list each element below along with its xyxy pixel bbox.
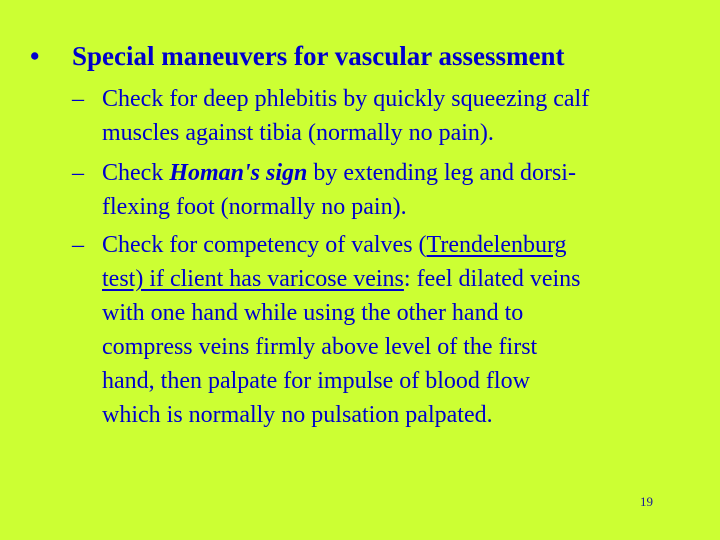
sub-bullet-1 bbox=[72, 82, 692, 150]
sub-bullet-marker: – bbox=[72, 232, 84, 258]
sub-bullet-3 bbox=[72, 228, 692, 432]
sub-bullet-marker: – bbox=[72, 86, 84, 112]
sub-bullet-3-line-4: compress veins firmly above level of the first bbox=[102, 334, 538, 360]
sub-bullet-3-line-2-suffix: : feel dilated veins bbox=[403, 266, 581, 292]
sub-bullet-3-line-2 bbox=[72, 262, 692, 296]
sub-bullet-3-prefix: Check for competency of valves ( bbox=[102, 232, 427, 258]
page-number: 19 bbox=[640, 494, 653, 509]
sub-bullet-marker: – bbox=[72, 160, 84, 186]
bullet-marker: • bbox=[30, 41, 40, 71]
sub-bullet-2-prefix: Check bbox=[102, 160, 170, 186]
sub-bullet-2-suffix: by extending leg and dorsi- bbox=[307, 160, 576, 186]
trendelenburg-link-part-2: test) if client has varicose veins bbox=[102, 266, 404, 292]
sub-bullet-1-line-2: muscles against tibia (normally no pain). bbox=[102, 120, 494, 146]
sub-bullet-3-line-5: hand, then palpate for impulse of blood flow bbox=[102, 368, 530, 394]
sub-bullet-2-line-1 bbox=[72, 156, 692, 190]
trendelenburg-link-part-1: Trendelenburg bbox=[426, 232, 567, 258]
sub-bullet-3-line-3: with one hand while using the other hand to bbox=[102, 300, 524, 326]
sub-bullet-2 bbox=[72, 156, 692, 224]
sub-bullet-1-line-1: Check for deep phlebitis by quickly squeezing calf bbox=[102, 86, 590, 112]
main-bullet-text: Special maneuvers for vascular assessment bbox=[72, 41, 565, 71]
homans-sign-term: Homan's sign bbox=[169, 160, 308, 186]
sub-bullet-2-line-2: flexing foot (normally no pain). bbox=[102, 194, 407, 220]
sub-bullet-3-line-6: which is normally no pulsation palpated. bbox=[102, 402, 493, 428]
sub-bullet-3-line-1 bbox=[72, 228, 692, 262]
main-bullet bbox=[30, 38, 700, 74]
